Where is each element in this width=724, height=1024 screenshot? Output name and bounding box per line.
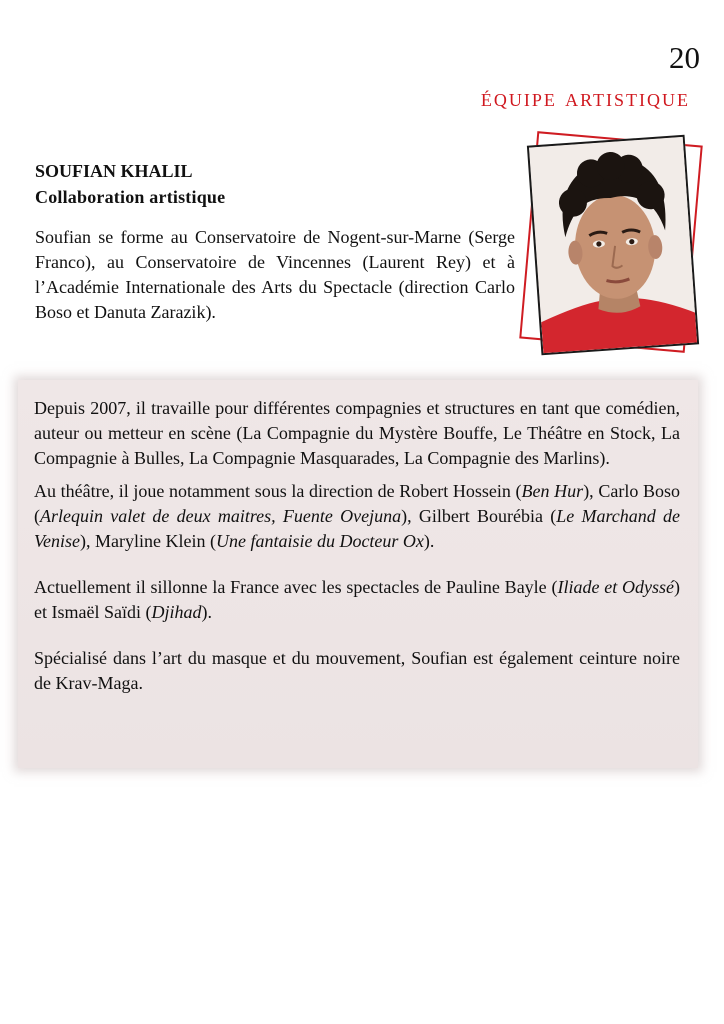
- play-title: Arlequin valet de deux maitres, Fuente Ovejuna: [40, 506, 402, 526]
- portrait-illustration: [529, 137, 699, 356]
- bio-text: ), Maryline Klein (: [79, 531, 216, 551]
- intro-paragraph: Soufian se forme au Conservatoire de Nogent-sur-Marne (Serge Franco), au Conservatoire de Vincennes (Laurent Rey) et à l’Académie Internationale des Arts du Spectacle (direction Carlo Boso et Danuta Zarazik).: [35, 227, 515, 322]
- bio-text: Au théâtre, il joue notamment sous la direction de Robert Hossein (: [34, 481, 522, 501]
- bio-paragraph-theatre: [34, 479, 680, 554]
- person-role: Collaboration artistique: [35, 187, 226, 207]
- play-title: Le Marchand de Venise: [34, 506, 680, 551]
- play-title: Ben Hur: [521, 481, 584, 501]
- bio-text: ), Carlo Boso (: [34, 481, 680, 526]
- bio-text: ), Gilbert Bourébia (: [401, 506, 557, 526]
- play-title: Iliade et Odyssé: [557, 577, 674, 597]
- bio-paragraph-current: [34, 575, 680, 625]
- person-name: SOUFIAN KHALIL: [35, 161, 193, 181]
- play-title: Une fantaisie du Docteur Ox: [215, 531, 424, 551]
- bio-paragraph-skills: Spécialisé dans l’art du masque et du mouvement, Soufian est également ceinture noire de Krav-Maga.: [34, 648, 680, 693]
- bio-paragraph-career: Depuis 2007, il travaille pour différentes compagnies et structures en tant que comédien, auteur ou metteur en scène (La Compagnie du Mystère Bouffe, Le Théâtre en Stock, La Compagnie à Bulles, La Compagnie Masquarades, La Compagnie des Marlins).: [34, 398, 680, 468]
- biography-box: [18, 380, 698, 768]
- bio-text: ).: [201, 602, 212, 622]
- portrait-frame: [524, 130, 702, 358]
- bio-text: ) et Ismaël Saïdi (: [34, 577, 680, 622]
- play-title: Djihad: [151, 602, 202, 622]
- page-number: 20: [669, 40, 700, 75]
- portrait-photo: [527, 135, 699, 356]
- section-title: équipe artistique: [480, 85, 690, 112]
- person-header: [35, 158, 515, 325]
- bio-text: ).: [423, 531, 435, 551]
- bio-text: Actuellement il sillonne la France avec les spectacles de Pauline Bayle (: [34, 577, 558, 597]
